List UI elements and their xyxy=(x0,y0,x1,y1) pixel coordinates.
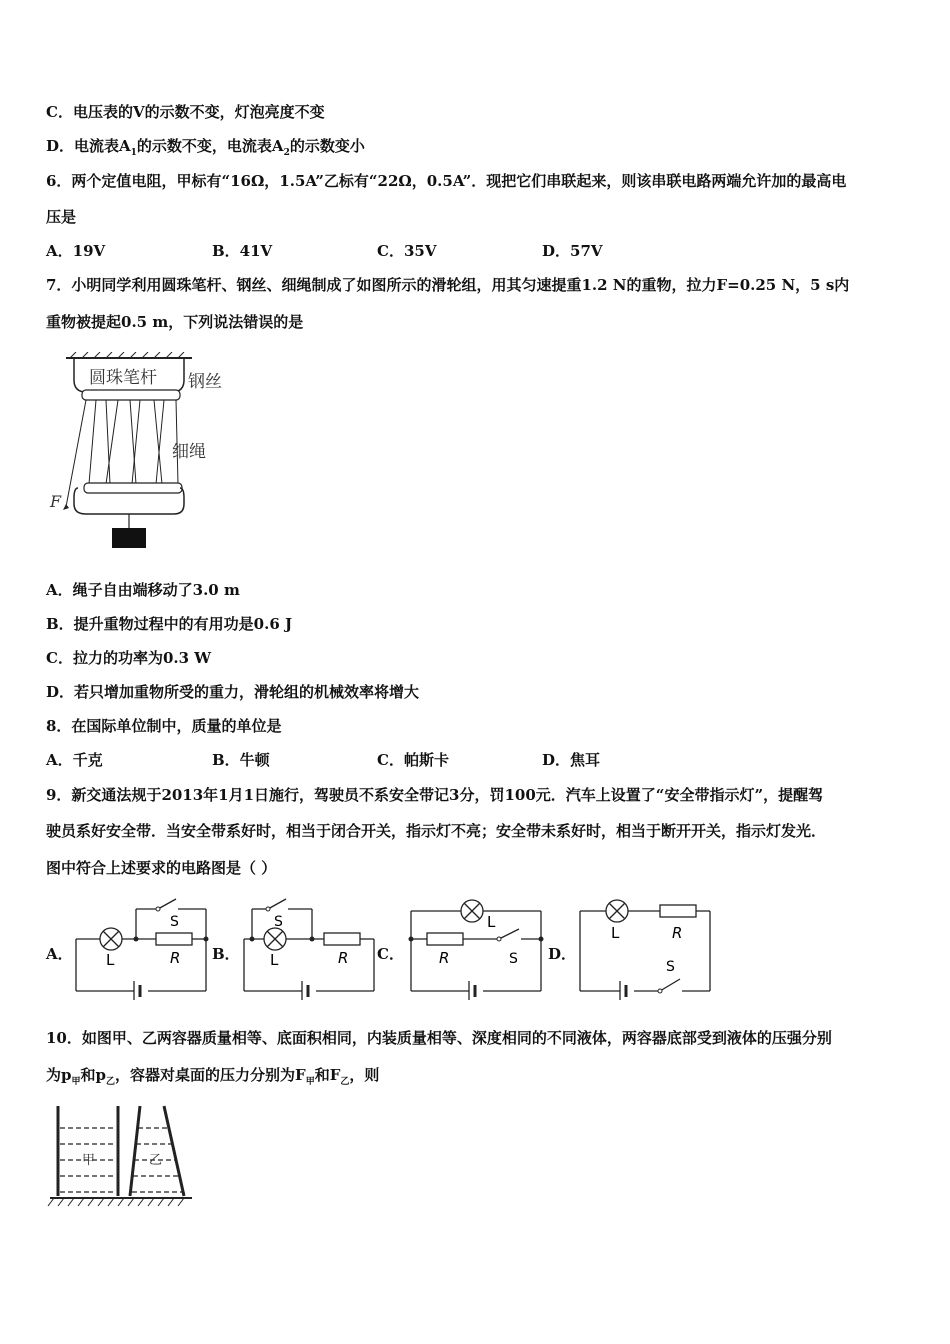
q6-option-a: A．19V xyxy=(46,242,106,260)
label-container-jia: 甲 xyxy=(82,1153,96,1168)
circuit-a xyxy=(70,895,215,1000)
q10-text-a: 为p xyxy=(46,1066,72,1084)
q7-option-b: B．提升重物过程中的有用功是0.6 J xyxy=(46,615,293,633)
circuit-b-lamp-label: L xyxy=(270,951,279,969)
q5-option-d xyxy=(46,136,365,163)
circuit-a-resistor-label: R xyxy=(170,949,181,967)
q9-option-a: A． xyxy=(46,945,73,963)
label-rope: 细绳 xyxy=(172,442,206,462)
q8-option-a: A．千克 xyxy=(46,751,103,769)
q5-option-d-pre: D．电流表A xyxy=(46,137,131,155)
label-force: F xyxy=(50,492,62,511)
q10-text-e: ，则 xyxy=(349,1066,380,1084)
circuit-c xyxy=(405,895,550,1000)
q6-option-b: B．41V xyxy=(212,242,273,260)
q9-stem-line3: 图中符合上述要求的电路图是（ ） xyxy=(46,859,277,877)
q10-text-c: ，容器对桌面的压力分别为F xyxy=(115,1066,306,1084)
q10-sub-4: 乙 xyxy=(340,1077,350,1087)
q6-stem-line1: 6．两个定值电阻，甲标有“16Ω，1.5A”乙标有“22Ω，0.5A”．现把它们串联起来，则该串联电路两端允许加的最高电 xyxy=(46,172,847,190)
circuit-a-lamp-label: L xyxy=(106,951,115,969)
containers-figure xyxy=(46,1100,196,1210)
q7-option-c: C．拉力的功率为0.3 W xyxy=(46,649,212,667)
q8-stem: 8．在国际单位制中，质量的单位是 xyxy=(46,717,282,735)
q5-option-d-mid: 的示数不变，电流表A xyxy=(136,137,284,155)
q7-option-d: D．若只增加重物所受的重力，滑轮组的机械效率将增大 xyxy=(46,683,420,701)
circuit-a-switch-label: S xyxy=(170,914,179,930)
circuit-c-switch-label: S xyxy=(509,951,518,967)
q6-stem-line2: 压是 xyxy=(46,208,77,226)
circuit-c-lamp-label: L xyxy=(487,913,496,931)
q6-option-c: C．35V xyxy=(377,242,437,260)
q10-sub-3: 甲 xyxy=(305,1077,315,1087)
q5-sub-2: 2 xyxy=(283,148,290,158)
q9-option-d: D． xyxy=(548,945,577,963)
label-wire: 钢丝 xyxy=(188,372,222,392)
circuit-c-resistor-label: R xyxy=(439,949,450,967)
q8-option-d: D．焦耳 xyxy=(542,751,601,769)
q10-sub-2: 乙 xyxy=(106,1077,116,1087)
q7-option-a: A．绳子自由端移动了3.0 m xyxy=(46,581,240,599)
q10-stem-line2 xyxy=(46,1065,379,1092)
circuit-b-switch-label: S xyxy=(274,914,283,930)
q5-option-d-post: 的示数变小 xyxy=(289,137,365,155)
q8-option-b: B．牛顿 xyxy=(212,751,270,769)
label-container-yi: 乙 xyxy=(149,1153,163,1168)
q5-sub-1: 1 xyxy=(130,148,137,158)
q10-sub-1: 甲 xyxy=(71,1077,81,1087)
q9-option-c: C． xyxy=(377,945,404,963)
circuit-d-lamp-label: L xyxy=(611,924,620,942)
circuit-b-resistor-label: R xyxy=(338,949,349,967)
q9-stem-line2: 驶员系好安全带．当安全带系好时，相当于闭合开关，指示灯不亮；安全带未系好时，相当于断开开关，指示灯发光． xyxy=(46,822,827,840)
circuit-b xyxy=(238,895,383,1000)
circuit-d-resistor-label: R xyxy=(672,924,683,942)
q9-option-b: B． xyxy=(212,945,240,963)
q6-option-d: D．57V xyxy=(542,242,603,260)
q7-stem-line1: 7．小明同学利用圆珠笔杆、钢丝、细绳制成了如图所示的滑轮组，用其匀速提重1.2 N的重物，拉力F=0.25 N，5 s内 xyxy=(46,276,850,294)
q10-stem-line1: 10．如图甲、乙两容器质量相等、底面积相同，内装质量相等、深度相同的不同液体，两容器底部受到液体的压强分别 xyxy=(46,1029,832,1047)
q9-stem-line1: 9．新交通法规于2013年1月1日施行，驾驶员不系安全带记3分，罚100元．汽车上设置了“安全带指示灯”，提醒驾 xyxy=(46,786,824,804)
circuit-d-switch-label: S xyxy=(666,959,675,975)
q8-option-c: C．帕斯卡 xyxy=(377,751,449,769)
pulley-figure xyxy=(44,352,244,552)
circuit-d xyxy=(574,895,719,1000)
label-pen: 圆珠笔杆 xyxy=(89,368,157,388)
q10-text-b: 和p xyxy=(80,1066,107,1084)
q10-text-d: 和F xyxy=(314,1066,341,1084)
q5-option-c: C．电压表的V的示数不变，灯泡亮度不变 xyxy=(46,103,325,121)
q7-stem-line2: 重物被提起0.5 m，下列说法错误的是 xyxy=(46,313,304,331)
